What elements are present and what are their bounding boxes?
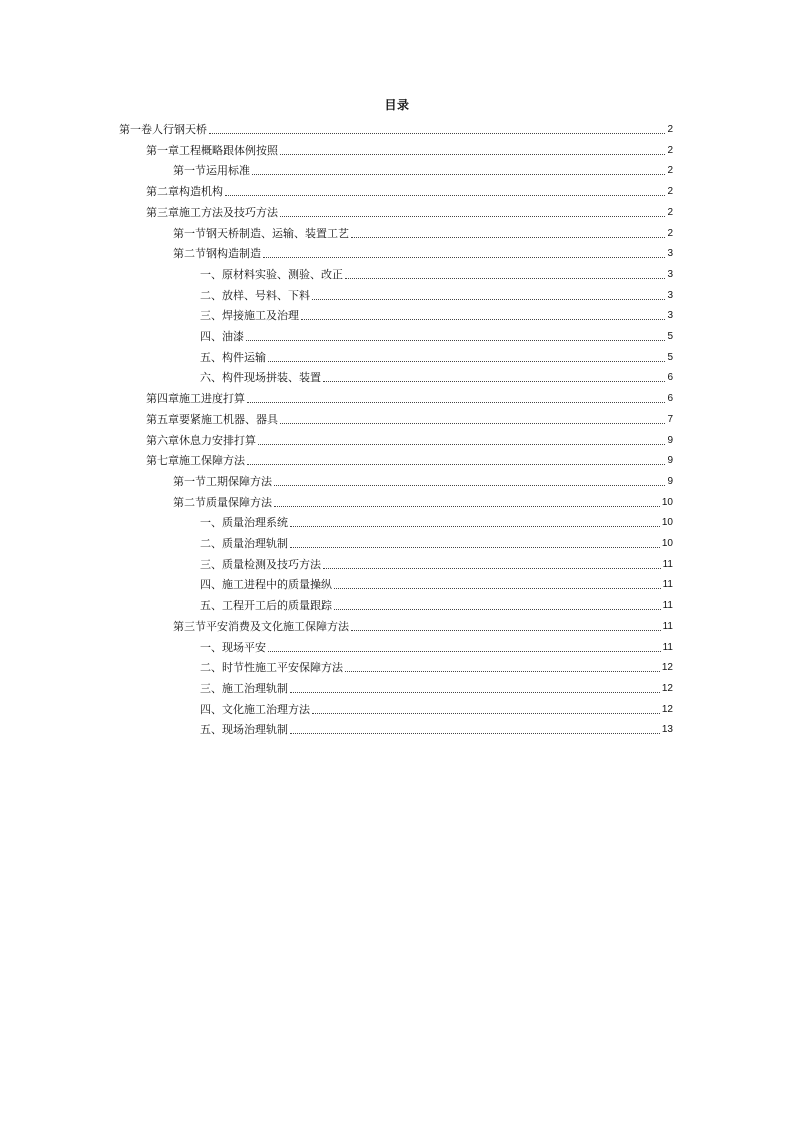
toc-entry-page-number: 11 bbox=[662, 579, 673, 591]
toc-entry-label: 第三节平安消费及文化施工保障方法 bbox=[173, 619, 349, 633]
toc-entry[interactable] bbox=[146, 428, 673, 448]
toc-entry[interactable] bbox=[200, 262, 673, 282]
dot-leader bbox=[312, 712, 660, 714]
toc-entry-page-number: 3 bbox=[667, 248, 673, 260]
toc-entry-page-number: 3 bbox=[667, 289, 673, 301]
dot-leader bbox=[274, 505, 660, 507]
toc-entry-page-number: 9 bbox=[667, 455, 673, 467]
dot-leader bbox=[290, 546, 660, 548]
dot-leader bbox=[290, 525, 660, 527]
toc-entry-label: 五、现场治理轨制 bbox=[200, 723, 288, 737]
toc-entry-label: 第五章要紧施工机器、器具 bbox=[146, 412, 278, 426]
toc-entry[interactable] bbox=[146, 448, 673, 468]
toc-entry-label: 第七章施工保障方法 bbox=[146, 454, 245, 468]
toc-title: 目录 bbox=[384, 98, 410, 112]
dot-leader bbox=[323, 567, 661, 569]
toc-entry-label: 五、构件运输 bbox=[200, 350, 266, 364]
toc-entry-page-number: 11 bbox=[662, 558, 673, 570]
toc-entry[interactable] bbox=[173, 158, 673, 178]
toc-entry-label: 第三章施工方法及技巧方法 bbox=[146, 205, 278, 219]
toc-entry[interactable] bbox=[200, 365, 673, 385]
dot-leader bbox=[263, 256, 665, 258]
toc-entry-page-number: 11 bbox=[662, 641, 673, 653]
toc-entry[interactable] bbox=[200, 572, 673, 592]
toc-entry[interactable] bbox=[173, 490, 673, 510]
toc-entry-page-number: 3 bbox=[667, 268, 673, 280]
toc-entry[interactable] bbox=[200, 345, 673, 365]
toc-entry-page-number: 7 bbox=[667, 413, 673, 425]
dot-leader bbox=[351, 629, 661, 631]
dot-leader bbox=[323, 380, 665, 382]
toc-entry-label: 二、放样、号料、下料 bbox=[200, 288, 310, 302]
toc-entry-label: 第一卷人行钢天桥 bbox=[119, 123, 207, 136]
dot-leader bbox=[225, 194, 665, 196]
dot-leader bbox=[280, 215, 665, 217]
toc-entry-page-number: 2 bbox=[667, 144, 673, 156]
toc-entry-page-number: 2 bbox=[667, 124, 673, 135]
toc-entry-page-number: 2 bbox=[667, 165, 673, 177]
toc-entry-page-number: 12 bbox=[661, 682, 673, 694]
toc-entry-label: 三、质量检测及技巧方法 bbox=[200, 557, 321, 571]
toc-entry-label: 第六章休息力安排打算 bbox=[146, 433, 256, 447]
toc-entry-page-number: 5 bbox=[667, 331, 673, 342]
toc-entry-page-number: 13 bbox=[661, 724, 673, 736]
toc-entry-label: 第一章工程概略跟体例按照 bbox=[146, 143, 278, 157]
toc-entry-page-number: 3 bbox=[667, 310, 673, 322]
toc-entry[interactable] bbox=[146, 179, 673, 199]
toc-entry[interactable] bbox=[119, 117, 673, 137]
dot-leader bbox=[274, 484, 665, 486]
toc-entry-label: 六、构件现场拼装、装置 bbox=[200, 371, 321, 385]
toc-entry[interactable] bbox=[173, 241, 673, 261]
toc-entry[interactable] bbox=[173, 469, 673, 489]
dot-leader bbox=[312, 298, 665, 300]
dot-leader bbox=[209, 132, 665, 134]
toc-entry-page-number: 2 bbox=[667, 227, 673, 239]
dot-leader bbox=[252, 173, 665, 175]
toc-entry[interactable] bbox=[200, 676, 673, 696]
toc-entry-page-number: 12 bbox=[661, 662, 673, 674]
toc-entry[interactable] bbox=[146, 200, 673, 220]
toc-entry-label: 一、现场平安 bbox=[200, 640, 266, 654]
dot-leader bbox=[247, 463, 665, 465]
toc-entry-page-number: 9 bbox=[667, 475, 673, 487]
toc-entry-page-number: 9 bbox=[667, 434, 673, 446]
toc-entry-label: 第二节质量保障方法 bbox=[173, 495, 272, 509]
toc-entry[interactable] bbox=[200, 635, 673, 655]
toc-entry-label: 第一节工期保障方法 bbox=[173, 474, 272, 488]
toc-entry-page-number: 6 bbox=[667, 393, 673, 405]
dot-leader bbox=[280, 153, 665, 155]
toc-entry[interactable] bbox=[200, 593, 673, 613]
toc-entry[interactable] bbox=[146, 138, 673, 158]
toc-entry[interactable] bbox=[200, 697, 673, 717]
toc-entry[interactable] bbox=[200, 324, 673, 344]
toc-entry-label: 三、施工治理轨制 bbox=[200, 681, 288, 695]
dot-leader bbox=[290, 732, 660, 734]
toc-entry-label: 三、焊接施工及治理 bbox=[200, 309, 299, 323]
dot-leader bbox=[268, 360, 665, 362]
toc-entry[interactable] bbox=[200, 717, 673, 737]
dot-leader bbox=[351, 236, 665, 238]
toc-entry-label: 四、油漆 bbox=[200, 330, 244, 343]
toc-entry[interactable] bbox=[173, 221, 673, 241]
toc-entry-page-number: 12 bbox=[661, 703, 673, 715]
toc-entry-page-number: 2 bbox=[667, 206, 673, 218]
toc-entry-label: 四、文化施工治理方法 bbox=[200, 702, 310, 716]
toc-entry[interactable] bbox=[146, 386, 673, 406]
dot-leader bbox=[345, 277, 665, 279]
toc-entry[interactable] bbox=[200, 655, 673, 675]
toc-entry-label: 第二节钢构造制造 bbox=[173, 247, 261, 261]
dot-leader bbox=[301, 318, 665, 320]
dot-leader bbox=[258, 443, 665, 445]
toc-entry[interactable] bbox=[200, 303, 673, 323]
toc-entry-label: 二、质量治理轨制 bbox=[200, 537, 288, 550]
toc-entry-page-number: 6 bbox=[667, 372, 673, 384]
toc-entry-label: 一、原材料实验、测验、改正 bbox=[200, 267, 343, 281]
toc-entry-label: 第一节钢天桥制造、运输、装置工艺 bbox=[173, 226, 349, 240]
dot-leader bbox=[290, 691, 660, 693]
toc-entry-page-number: 10 bbox=[661, 496, 673, 508]
toc-entry-page-number: 11 bbox=[662, 620, 673, 632]
toc-entry-label: 第四章施工进度打算 bbox=[146, 392, 245, 406]
toc-entry-label: 二、时节性施工平安保障方法 bbox=[200, 661, 343, 675]
toc-entry[interactable] bbox=[200, 510, 673, 530]
dot-leader bbox=[247, 401, 665, 403]
dot-leader bbox=[246, 339, 665, 341]
toc-entry-page-number: 10 bbox=[661, 517, 673, 529]
toc-entry-label: 五、工程开工后的质量跟踪 bbox=[200, 599, 332, 613]
dot-leader bbox=[280, 422, 665, 424]
toc-entry[interactable] bbox=[173, 614, 673, 634]
dot-leader bbox=[334, 608, 661, 610]
toc-entry[interactable] bbox=[200, 283, 673, 303]
toc-entry-page-number: 10 bbox=[661, 538, 673, 549]
toc-entry-label: 四、施工进程中的质量操纵 bbox=[200, 578, 332, 592]
dot-leader bbox=[345, 670, 660, 672]
toc-entry-page-number: 2 bbox=[667, 186, 673, 198]
toc-entry-label: 第二章构造机构 bbox=[146, 185, 223, 199]
dot-leader bbox=[268, 650, 661, 652]
dot-leader bbox=[334, 587, 661, 589]
toc-entry[interactable] bbox=[146, 407, 673, 427]
toc-entry[interactable] bbox=[200, 531, 673, 551]
toc-entry-page-number: 5 bbox=[667, 351, 673, 363]
toc-entry[interactable] bbox=[200, 552, 673, 572]
toc-entry-label: 一、质量治理系统 bbox=[200, 516, 288, 530]
toc-entry-page-number: 11 bbox=[662, 600, 673, 612]
toc-entry-label: 第一节运用标准 bbox=[173, 164, 250, 178]
